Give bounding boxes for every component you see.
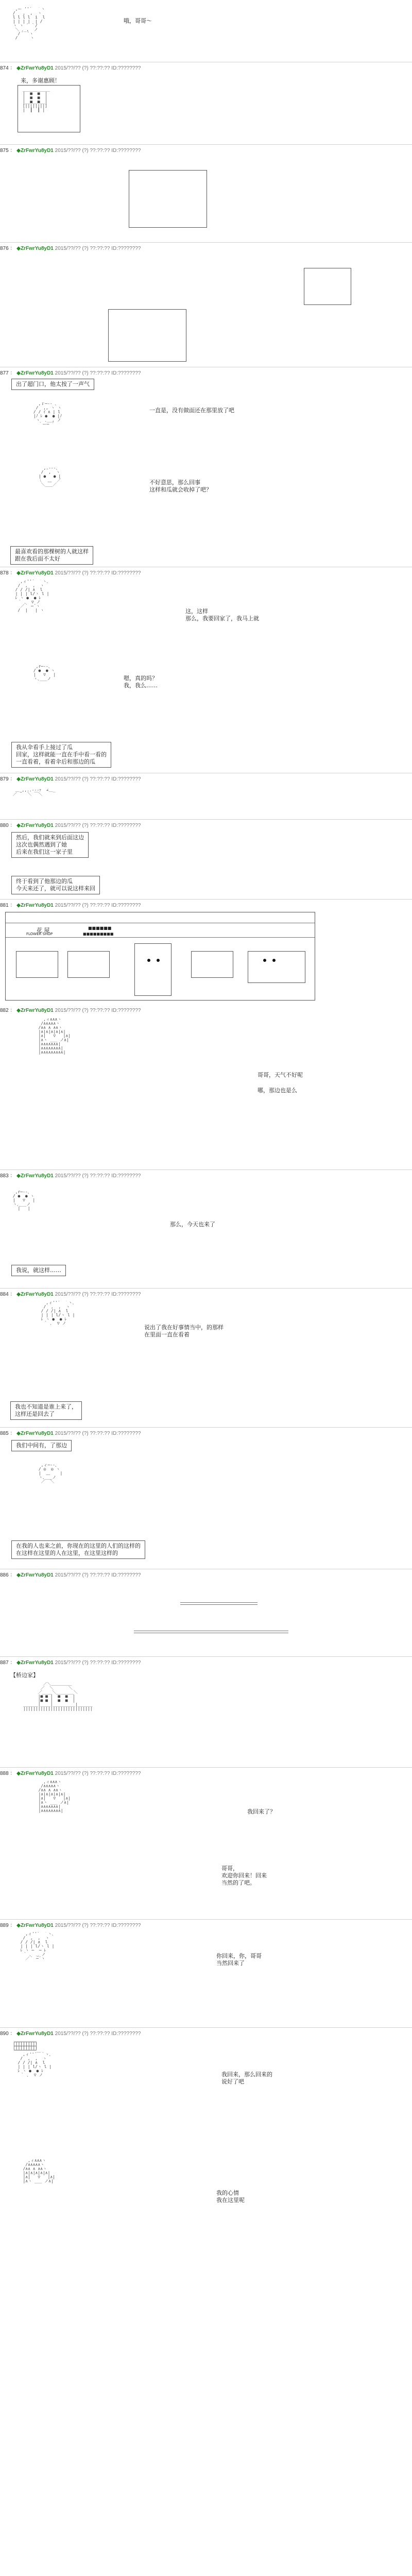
post-header: 879 ： ◆ZrFwrYu8yD1 2015/??/?? (?) ??:??:?? ID:???????? — [0, 776, 141, 782]
post-number: 878 — [0, 570, 9, 576]
speech-text: 哥哥， 欢迎你回来！回来 当然的了吧。 — [221, 1865, 267, 1886]
post-header: 874 ： ◆ZrFwrYu8yD1 2015/??/?? (?) ??:??:?? ID:???????? — [0, 65, 141, 71]
post-id: ID:???????? — [111, 246, 141, 251]
post-date: 2015/??/?? (?) ??:??:?? — [55, 1923, 110, 1928]
post-header: 878 ： ◆ZrFwrYu8yD1 2015/??/?? (?) ??:??:?? ID:???????? — [0, 570, 141, 576]
post-id: ID:???????? — [111, 570, 141, 576]
eye — [147, 959, 150, 962]
post-number: 886 — [0, 1572, 9, 1578]
post-number: 876 — [0, 246, 9, 251]
post-id: ID:???????? — [111, 1923, 141, 1928]
character-face — [263, 959, 279, 964]
post-number: 890 — [0, 2031, 9, 2037]
speech-text: 嗯，真的吗？ 我，我么…… — [124, 675, 158, 689]
ascii-art-girl: ,ィ''´￣｀ヽ､ / , , ヽ / / /| ∧ l | | | l/ヽ l | ﾚ ヽ ─ ─ ﾚ ｀ ､ ‿ ノ ／｀ ─´ヽ — [20, 1932, 55, 1961]
ascii-art-small: ＿_,,..--‐ｧ ∠＿_ ／ ﾟ ＼ ￣＼ — [12, 788, 56, 796]
post-header: 883 ： ◆ZrFwrYu8yD1 2015/??/?? (?) ??:??:?? ID:???????? — [0, 1173, 141, 1179]
window — [248, 951, 305, 983]
ascii-art-character: ,r─‐-､ / ● ● ヽ | ▽ | ヽ､___ノ — [33, 665, 56, 681]
shop-sign-sub: FLOWER SHOP — [26, 932, 53, 936]
post-id: ID:???????? — [111, 1660, 141, 1666]
narration-box: 我也不知道是谁上来了， 这样还是回去了 — [10, 1401, 82, 1420]
post-number: 883 — [0, 1173, 9, 1179]
post-author[interactable]: ◆ZrFwrYu8yD1 — [16, 1572, 54, 1578]
speech-text: 我的心情 我在这里呢 — [216, 2190, 245, 2204]
speech-text: 一直是，没有做面还在那里放了吧 — [149, 407, 234, 414]
post-number: 884 — [0, 1292, 9, 1297]
post-date: 2015/??/?? (?) ??:??:?? — [55, 370, 110, 376]
post-date: 2015/??/?? (?) ??:??:?? — [55, 1292, 110, 1297]
post-header: 882 ： ◆ZrFwrYu8yD1 2015/??/?? (?) ??:??:?? ID:???????? — [0, 1008, 141, 1013]
post-header: 875 ： ◆ZrFwrYu8yD1 2015/??/?? (?) ??:??:?? ID:???????? — [0, 148, 141, 154]
shop-sign: 花 屋 — [37, 927, 50, 934]
post-id: ID:???????? — [111, 1292, 141, 1297]
speech-text: 哦，哥哥～ — [124, 18, 152, 24]
post-date: 2015/??/?? (?) ??:??:?? — [55, 2031, 110, 2037]
post-date: 2015/??/?? (?) ??:??:?? — [55, 776, 110, 782]
post-date: 2015/??/?? (?) ??:??:?? — [55, 903, 110, 908]
ascii-art-room: ┌┬┬┬┬┬┬┬┬┐ ├┼┼┼┼┼┼┼┼┤ └┴┴┴┴┴┴┴┴┘ ,ィ''´￣｀ヽ､ / , , ヽ / / /| ∧ l | | | l/ヽ l | ﾚ ヽ ● ● ﾚ ｀ ､ ▽ ノ — [12, 2040, 52, 2077]
doorway — [134, 943, 171, 996]
speech-text: 那么，今天也来了 — [170, 1221, 215, 1228]
speech-text: 说出了我在好事情当中，的那样 在里面一直在看着 — [144, 1324, 224, 1338]
narration-box: 最喜欢看的那棵树的人就这样 跟在我后面不太好 — [10, 546, 93, 565]
post-author[interactable]: ◆ZrFwrYu8yD1 — [16, 1173, 54, 1179]
ascii-art-girl: ,ィ''´￣｀ヽ､ / , , ヽ / / /| ∧ l | | | l/ヽ l | ﾚ ヽ ● ● ﾚ ｀ ､ ▽ ノ — [41, 1301, 75, 1326]
window — [16, 951, 58, 978]
narration-box: 我从伞看手上接过了瓜 回家，这样就能一直在手中看一看的 一直看着，看着伞后和那边的瓜 — [11, 742, 111, 768]
post-divider — [0, 1767, 412, 1768]
post-header: 880 ： ◆ZrFwrYu8yD1 2015/??/?? (?) ??:??:?? ID:???????? — [0, 823, 141, 828]
speech-text: 哥哥，天气不好呢 — [258, 1072, 303, 1078]
horizon-line — [180, 1602, 258, 1603]
post-number: 881 — [0, 903, 9, 908]
post-header: 890 ： ◆ZrFwrYu8yD1 2015/??/?? (?) ??:??:?? ID:???????? — [0, 2031, 141, 2037]
street-scene — [5, 912, 315, 1001]
speech-text: 来，多谢惠顾！ — [21, 77, 60, 84]
narration-box: 我说，就这样…… — [11, 1265, 66, 1276]
post-id: ID:???????? — [111, 2031, 141, 2037]
shop-ascii: ___________ | ■ ■ | | ■ ■ | |__■__■__| [||||||||] | ┃ ┃ | — [22, 88, 50, 112]
post-id: ID:???????? — [111, 776, 141, 782]
eye — [272, 959, 276, 962]
post-date: 2015/??/?? (?) ??:??:?? — [55, 148, 110, 154]
station-sign-sub: ■■■■■■■■■ — [83, 932, 114, 936]
post-date: 2015/??/?? (?) ??:??:?? — [55, 1660, 110, 1666]
post-header: 887 ： ◆ZrFwrYu8yD1 2015/??/?? (?) ??:??:?? ID:???????? — [0, 1660, 141, 1666]
post-number: 880 — [0, 823, 9, 828]
narration-box: 然后，我们就来到后面这边 这次也偶然遇到了她 后来在我们这一家子里 — [11, 832, 89, 858]
post-author[interactable]: ◆ZrFwrYu8yD1 — [16, 1660, 54, 1666]
horizon-line — [180, 1604, 258, 1605]
post-header: 886 ： ◆ZrFwrYu8yD1 2015/??/?? (?) ??:??:?? ID:???????? — [0, 1572, 141, 1578]
blank-panel-small — [304, 268, 351, 305]
ascii-art-character: ,r─‐-､ / ● ● ヽ | ▽ | ヽ､___ノ | | — [12, 1190, 36, 1211]
narration-box: 在我的人也来之前，你现在的这里的人们的这样的 在这样在这里的人在这里，在这里这样的 — [11, 1540, 145, 1559]
post-id: ID:???????? — [111, 1173, 141, 1179]
post-author[interactable]: ◆ZrFwrYu8yD1 — [16, 1771, 54, 1776]
post-divider — [0, 1427, 412, 1428]
ascii-art-character: ,ｒ─‐- ､ / ,, ヽ ヽ / / ｲ ∧ | l |ﾉ ﾚ ● ● |ﾉ ヽ ､__, ノ ｀ー─ ´ — [33, 402, 62, 427]
post-author[interactable]: ◆ZrFwrYu8yD1 — [16, 1431, 54, 1436]
ascii-art-house: ／＼＿＿＿＿＿ ／ ＼ ＼ ／____＼_______＼ |■ ■ | ■ ■ | |■ ■ | ■ ■ | ______|____|_________|______ |||||||||||||||||||||||||||| — [23, 1682, 93, 1711]
post-id: ID:???????? — [111, 1572, 141, 1578]
post-divider — [0, 899, 412, 900]
blank-panel — [108, 309, 186, 362]
scene-title: 【桥边家】 — [10, 1672, 39, 1679]
post-author[interactable]: ◆ZrFwrYu8yD1 — [16, 65, 54, 71]
post-divider — [0, 242, 412, 243]
narration-box: 终于看到了他那边的瓜 今天来还了，就可以说这样来回 — [11, 876, 100, 894]
post-divider — [0, 1656, 412, 1657]
narration-box: 我们中间有，了那边 — [11, 1440, 72, 1451]
post-header: 876 ： ◆ZrFwrYu8yD1 2015/??/?? (?) ??:??:?? ID:???????? — [0, 246, 141, 251]
eye — [263, 959, 266, 962]
post-id: ID:???????? — [111, 148, 141, 154]
post-author[interactable]: ◆ZrFwrYu8yD1 — [16, 823, 54, 828]
post-date: 2015/??/?? (?) ??:??:?? — [55, 823, 110, 828]
post-number: 877 — [0, 370, 9, 376]
post-number: 875 — [0, 148, 9, 154]
post-author[interactable]: ◆ZrFwrYu8yD1 — [16, 1292, 54, 1297]
post-date: 2015/??/?? (?) ??:??:?? — [55, 65, 110, 71]
post-date: 2015/??/?? (?) ??:??:?? — [55, 1572, 110, 1578]
speech-text: 哪，那边也是么 — [258, 1087, 297, 1094]
post-author[interactable]: ◆ZrFwrYu8yD1 — [16, 246, 54, 251]
eye — [157, 959, 160, 962]
roof-line — [6, 937, 315, 938]
ascii-art-long-hair-girl: ,ィ∧∧∧ヽ /∧∧∧∧∧ヽ /∧∧ ∧ ∧∧ヽ |∧|∧|∧|∧|∧| |∧| ▽ |∧| |∧ヽ ___ ノ∧| |∧∧∧∧∧∧∧| |∧∧∧∧∧∧∧∧| |∧∧∧∧∧∧∧∧∧| — [38, 1018, 71, 1055]
post-header: 889 ： ◆ZrFwrYu8yD1 2015/??/?? (?) ??:??:?? ID:???????? — [0, 1923, 141, 1928]
post-id: ID:???????? — [111, 1771, 141, 1776]
post-date: 2015/??/?? (?) ??:??:?? — [55, 1008, 110, 1013]
blank-panel — [129, 170, 207, 228]
narration-box: 出了超门口，他太按了一声气 — [11, 379, 94, 390]
post-number: 879 — [0, 776, 9, 782]
post-author[interactable]: ◆ZrFwrYu8yD1 — [16, 148, 54, 154]
post-id: ID:???????? — [111, 1008, 141, 1013]
post-id: ID:???????? — [111, 1431, 141, 1436]
speech-text: 这，这样 那么，我要回家了，我马上就 — [185, 608, 259, 622]
shop-illustration — [18, 85, 80, 132]
post-author[interactable]: ◆ZrFwrYu8yD1 — [16, 1008, 54, 1013]
post-header: 885 ： ◆ZrFwrYu8yD1 2015/??/?? (?) ??:??:?? ID:???????? — [0, 1431, 141, 1436]
window — [67, 951, 110, 978]
post-number: 874 — [0, 65, 9, 71]
post-number: 888 — [0, 1771, 9, 1776]
speech-text: 你回来，你，哥哥 当然回来了 — [216, 1953, 262, 1967]
post-id: ID:???????? — [111, 903, 141, 908]
post-divider — [0, 144, 412, 145]
post-author[interactable]: ◆ZrFwrYu8yD1 — [16, 903, 54, 908]
post-author[interactable]: ◆ZrFwrYu8yD1 — [16, 2031, 54, 2037]
post-number: 885 — [0, 1431, 9, 1436]
ascii-art-character: ,ィ─‐-､ / ◎ ◎ ヽ | ﹏ | ヽ､___ノ ／ ＼ — [38, 1463, 63, 1484]
character-face — [147, 959, 163, 964]
ascii-art-long-hair-girl: ,ィ∧∧∧ヽ /∧∧∧∧∧ヽ /∧∧ ∧ ∧∧ヽ |∧|∧|∧|∧|∧| |∧| ▽ |∧| |∧ヽ ___ ノ∧| |∧∧∧∧∧∧∧| |∧∧∧∧∧∧∧∧| — [38, 1780, 71, 1813]
post-number: 882 — [0, 1008, 9, 1013]
post-date: 2015/??/?? (?) ??:??:?? — [55, 1431, 110, 1436]
post-author[interactable]: ◆ZrFwrYu8yD1 — [16, 776, 54, 782]
post-header: 877 ： ◆ZrFwrYu8yD1 2015/??/?? (?) ??:??:?? ID:???????? — [0, 370, 141, 376]
post-header: 884 ： ◆ZrFwrYu8yD1 2015/??/?? (?) ??:??:?? ID:???????? — [0, 1292, 141, 1297]
post-id: ID:???????? — [111, 823, 141, 828]
ascii-art-girl: ,ー ''´ ｀ヽ / , , ヽ l l l l i l | | | | | / ヽ ヽ ´ ｀/ ＼ ､_, ノ /｀ ´ヽ / ヽ — [12, 7, 45, 40]
post-header: 881 ： ◆ZrFwrYu8yD1 2015/??/?? (?) ??:??:?? ID:???????? — [0, 903, 141, 908]
post-divider — [0, 1919, 412, 1920]
post-id: ID:???????? — [111, 370, 141, 376]
post-date: 2015/??/?? (?) ??:??:?? — [55, 1173, 110, 1179]
post-id: ID:???????? — [111, 65, 141, 71]
speech-text: 我回来，那么回来的 说好了吧 — [221, 2071, 272, 2085]
post-date: 2015/??/?? (?) ??:??:?? — [55, 246, 110, 251]
speech-text: 我回来了？ — [247, 1808, 276, 1815]
post-author[interactable]: ◆ZrFwrYu8yD1 — [16, 370, 54, 376]
post-divider — [0, 1288, 412, 1289]
post-author[interactable]: ◆ZrFwrYu8yD1 — [16, 1923, 54, 1928]
post-number: 889 — [0, 1923, 9, 1928]
ascii-art-character: ,.-‐-､ / , ヽ | ● ● | ﹨ ﹏ ／ ＼___／ — [38, 466, 61, 487]
post-header: 888 ： ◆ZrFwrYu8yD1 2015/??/?? (?) ??:??:?? ID:???????? — [0, 1771, 141, 1776]
post-date: 2015/??/?? (?) ??:??:?? — [55, 1771, 110, 1776]
ascii-art-girl: ,ィ''´￣｀ヽ､ / , , ヽ / / /| ∧ l | | | l/ヽ l | ﾚ ヽ ● ● ﾚ ｀ ､ ▽ ノ ／｀ ─´ヽ / | | ヽ — [15, 580, 49, 613]
speech-text: 不好意思，那么回事 这样和瓜就会收掉了吧？ — [149, 479, 212, 493]
post-divider — [0, 819, 412, 820]
post-number: 887 — [0, 1660, 9, 1666]
post-divider — [0, 2027, 412, 2028]
post-date: 2015/??/?? (?) ??:??:?? — [55, 570, 110, 576]
window — [191, 951, 233, 978]
post-author[interactable]: ◆ZrFwrYu8yD1 — [16, 570, 54, 576]
ascii-art-girl: ,ィ∧∧∧ヽ /∧∧∧∧∧ヽ /∧∧ ∧ ∧∧ヽ |∧|∧|∧|∧|∧| |∧| ▽ |∧| |∧ヽ ___ ノ∧| — [23, 2159, 56, 2183]
station-sign: ■■■■■■ — [88, 926, 112, 930]
